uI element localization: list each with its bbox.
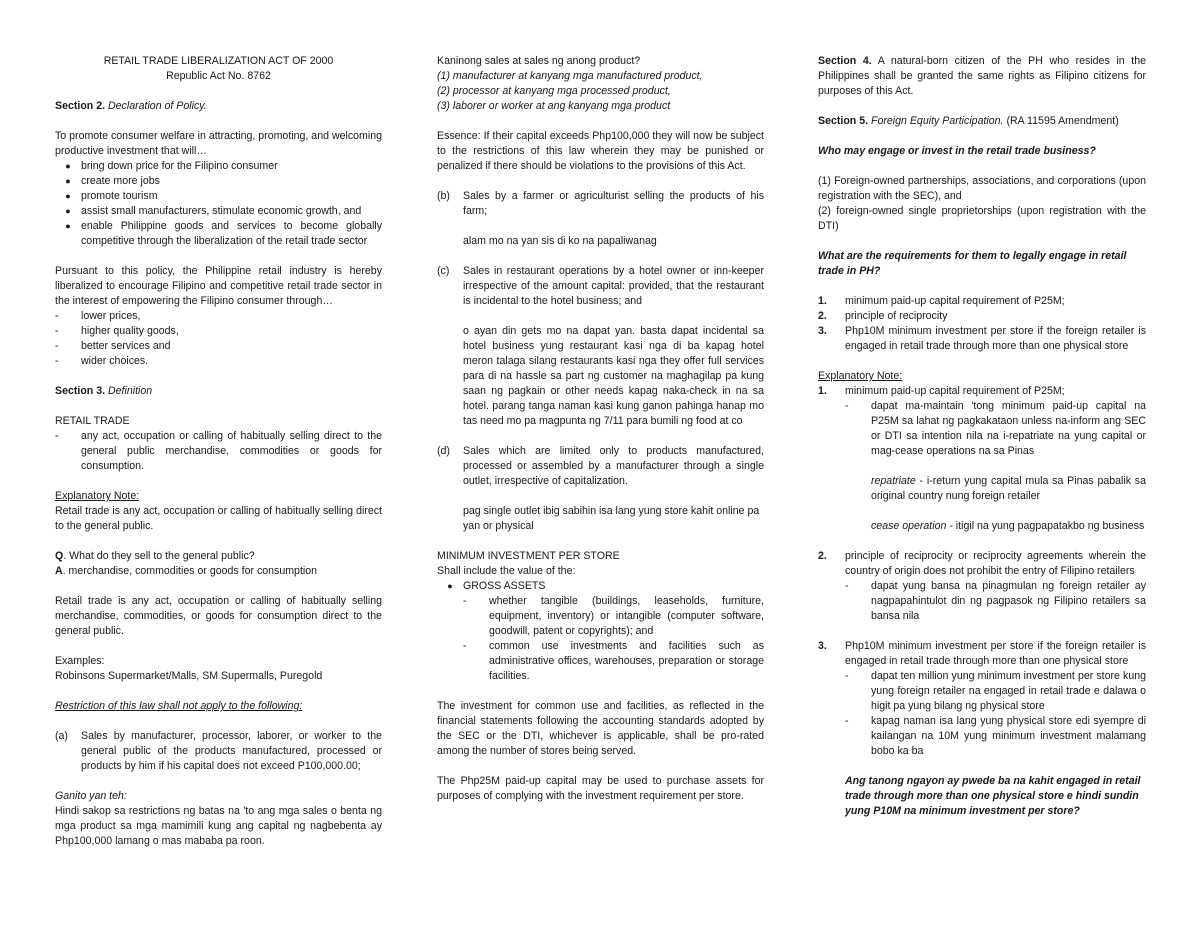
bullet-icon: ●: [65, 161, 71, 171]
examples-text: Robinsons Supermarket/Malls, SM Supermalls, Puregold: [55, 670, 323, 682]
column-1: [55, 54, 382, 849]
list-item: (d) Sales which are limited only to products manufactured, processed or assembled by a manufacturer through a single outlet, irrespective of capitalization.: [437, 445, 764, 487]
php25m-paragraph: The Php25M paid-up capital may be used to purchase assets for purposes of complying with the investment requirement per store.: [437, 775, 764, 802]
list-item: - dapat yung bansa na pinagmulan ng foreign retailer ay nagpapahintulot din ng pagpasok ng Filipino retailers sa bansa nila: [845, 580, 1146, 622]
section-5-heading: Section 5. Foreign Equity Participation. (RA 11595 Amendment): [818, 115, 1119, 127]
section-2-heading: [55, 99, 382, 114]
list-item: - kapag naman isa lang yung physical store edi syempre di kailangan na 10M yung minimum investment malamang bobo ka ba: [845, 715, 1146, 757]
bullet-icon: ●: [65, 191, 71, 201]
list-item: ● bring down price for the Filipino consumer: [55, 159, 382, 174]
item-b-text: Sales by a farmer or agriculturist selling the products of his farm;: [463, 190, 764, 217]
list-item: - common use investments and facilities such as administrative offices, warehouses, preparation or storage facilities.: [463, 640, 764, 682]
list-item: ● promote tourism: [55, 189, 382, 204]
list-item: ● create more jobs: [55, 174, 382, 189]
list-item: - dapat ma-maintain 'tong minimum paid-up capital na P25M sa lahat ng pagkakataon unless na-inform ang SEC or DTI sa intention nila na i-repatriate na yung capital or mag-cease operations na sa Pinas: [845, 400, 1146, 457]
bullet-icon: ●: [65, 206, 71, 216]
list-item: ● assist small manufacturers, stimulate economic growth, and: [55, 204, 382, 219]
examples-label: Examples:: [55, 655, 105, 667]
retail-trade-definition-2: Retail trade is any act, occupation or calling of habitually selling merchandise, commodities, or goods for consumption direct to the general public.: [55, 595, 382, 637]
bullet-icon: ●: [65, 221, 71, 231]
restriction-heading: Restriction of this law shall not apply to the following:: [55, 700, 303, 712]
list-item: (1) manufacturer at kanyang mga manufactured product,: [437, 70, 703, 82]
bullet-icon: ●: [447, 581, 453, 591]
list-item: ● enable Philippine goods and services to become globally competitive through the liberalization of the retail trade sector: [55, 219, 382, 249]
min-investment-heading: MINIMUM INVESTMENT PER STORE: [437, 550, 620, 562]
requirements-question: What are the requirements for them to legally engage in retail trade in PH?: [818, 250, 1127, 277]
cease-operation-definition: cease operation - itigil na yung pagpapatakbo ng business: [871, 520, 1145, 532]
list-item: - lower prices,: [55, 310, 141, 322]
document-subtitle: Republic Act No. 8762: [166, 70, 271, 82]
item-c-note: o ayan din gets mo na dapat yan. basta dapat incidental sa hotel business yung restaurant kasi nga di ba kapag hotel meron talaga silang restaurants kasi nga they offer full services para di na hassle sa part ng customer na maghagilap pa kung saan ng pagkain or other needs kapag naka-check in na sa hotel. parang tanga naman kasi kung ganon pahinga hanap mo tas need mo pa magpunta ng 7/11 para bumili ng food at co: [463, 325, 764, 427]
list-item: (2) processor at kanyang mga processed product,: [437, 85, 671, 97]
list-item: 1. minimum paid-up capital requirement of P25M;: [818, 385, 1065, 397]
list-item: 1. minimum paid-up capital requirement of P25M;: [818, 295, 1065, 307]
list-item: ● GROSS ASSETS: [437, 579, 764, 594]
list-item: 3. Php10M minimum investment per store if the foreign retailer is engaged in retail trade through more than one physical store: [818, 325, 1146, 352]
answer-line: A. merchandise, commodities or goods for consumption: [55, 565, 318, 577]
min-investment-intro: Shall include the value of the:: [437, 565, 576, 577]
section-2-intro: To promote consumer welfare in attracting, promoting, and welcoming productive investment that will…: [55, 130, 382, 157]
question-line: Q. What do they sell to the general public?: [55, 550, 255, 562]
retail-trade-heading: RETAIL TRADE: [55, 415, 130, 427]
section-2-title: Declaration of Policy.: [108, 100, 207, 112]
explanatory-note-label: Explanatory Note:: [818, 370, 903, 382]
list-item: - any act, occupation or calling of habitually selling direct to the general public merchandise, commodities or goods for consumption.: [55, 430, 382, 472]
list-item: (a) Sales by manufacturer, processor, laborer, or worker to the general public of the products manufactured, processed or products by him if his capital does not exceed P100,000.00;: [55, 730, 382, 772]
list-item: (c) Sales in restaurant operations by a hotel owner or inn-keeper irrespective of the amount capital: provided, that the restaurant is incidental to the hotel business; and: [437, 265, 764, 307]
bullet-icon: ●: [65, 176, 71, 186]
who-question: Who may engage or invest in the retail trade business?: [818, 145, 1096, 157]
explanatory-note-text: Retail trade is any act, occupation or calling of habitually selling direct to the general public.: [55, 505, 382, 532]
column-3: [818, 54, 1146, 819]
list-item: 2. principle of reciprocity: [818, 310, 948, 322]
document-title: RETAIL TRADE LIBERALIZATION ACT OF 2000: [103, 55, 334, 67]
item-b-note: alam mo na yan sis di ko na papaliwanag: [463, 235, 657, 247]
list-item: 3. Php10M minimum investment per store if the foreign retailer is engaged in retail trade through more than one physical store: [818, 640, 1146, 667]
section-3-heading: [55, 384, 382, 399]
kaninong-question: Kaninong sales at sales ng anong product?: [437, 55, 641, 67]
final-question: Ang tanong ngayon ay pwede ba na kahit engaged in retail trade through more than one physical store e hindi sundin yung P10M na minimum investment per store?: [845, 775, 1141, 817]
section-3-title: Definition: [108, 385, 153, 397]
item-c-text: Sales in restaurant operations by a hotel owner or inn-keeper irrespective of the amount capital: provided, that the restaurant is incidental to the hotel business; and: [463, 265, 764, 307]
list-item: - dapat ten million yung minimum investment per store kung yung foreign retailer na engaged in retail trade e dalawa o higit pa yung bilang ng physical store: [845, 670, 1146, 712]
item-d-note: pag single outlet ibig sabihin isa lang yung store kahit online pa yan or physical: [463, 505, 760, 532]
investment-paragraph: The investment for common use and facilities, as reflected in the financial statements following the accounting standards adopted by the SEC or the DTI, whichever is applicable, shall be pro-rated among the number of stores being served.: [437, 700, 764, 757]
essence-text: Essence: If their capital exceeds Php100,000 they will now be subject to the restrictions of this law wherein they may be punished or penalized if there should be violations to the provisions of this Act.: [437, 130, 764, 172]
who-answer-1: (1) Foreign-owned partnerships, associations, and corporations (upon registration with the SEC), and: [818, 175, 1146, 202]
list-item: (3) laborer or worker at ang kanyang mga product: [437, 100, 671, 112]
ganito-text: Hindi sakop sa restrictions ng batas na 'to ang mga sales o benta ng mga product sa mga mamimili kung ang capital ng nagbebenta ay Php100,000 lamang o mas mababa pa roon.: [55, 805, 382, 847]
section-3-label: Section 3.: [55, 385, 106, 397]
list-item: - wider choices.: [55, 355, 149, 367]
section-2-pursuant: Pursuant to this policy, the Philippine retail industry is hereby liberalized to encourage Filipino and competitive retail trade sector in the interest of empowering the Filipino consumer through…: [55, 265, 382, 307]
list-item: 2. principle of reciprocity or reciprocity agreements wherein the country of origin does not prohibit the entry of Filipino retailers: [818, 550, 1146, 577]
repatriate-definition: repatriate - i-return yung capital mula sa Pinas pabalik sa original country nung foreign retailer: [871, 475, 1146, 502]
item-a-text: Sales by manufacturer, processor, laborer, or worker to the general public of the products manufactured, processed or products by him if his capital does not exceed P100,000.00;: [81, 730, 382, 772]
who-answer-2: (2) foreign-owned single proprietorships (upon registration with the DTI): [818, 205, 1146, 232]
column-2: [437, 54, 764, 804]
list-item: - whether tangible (buildings, leaseholds, furniture, equipment, inventory) or intangible (computer software, goodwill, patent or copyrights); and: [463, 595, 764, 637]
section-2-label: Section 2.: [55, 100, 106, 112]
section-4-text: Section 4. A natural-born citizen of the PH who resides in the Philippines shall be granted the same rights as Filipino citizens for purposes of this Act.: [818, 55, 1146, 97]
retail-trade-definition: any act, occupation or calling of habitually selling direct to the general public merchandise, commodities or goods for consumption.: [81, 430, 382, 472]
item-d-text: Sales which are limited only to products manufactured, processed or assembled by a manufacturer through a single outlet, irrespective of capitalization.: [463, 445, 764, 487]
list-item: (b) Sales by a farmer or agriculturist selling the products of his farm;: [437, 190, 764, 217]
ganito-label: Ganito yan teh:: [55, 790, 127, 802]
list-item: - higher quality goods,: [55, 325, 179, 337]
explanatory-note-label: Explanatory Note:: [55, 490, 140, 502]
list-item: - better services and: [55, 340, 171, 352]
